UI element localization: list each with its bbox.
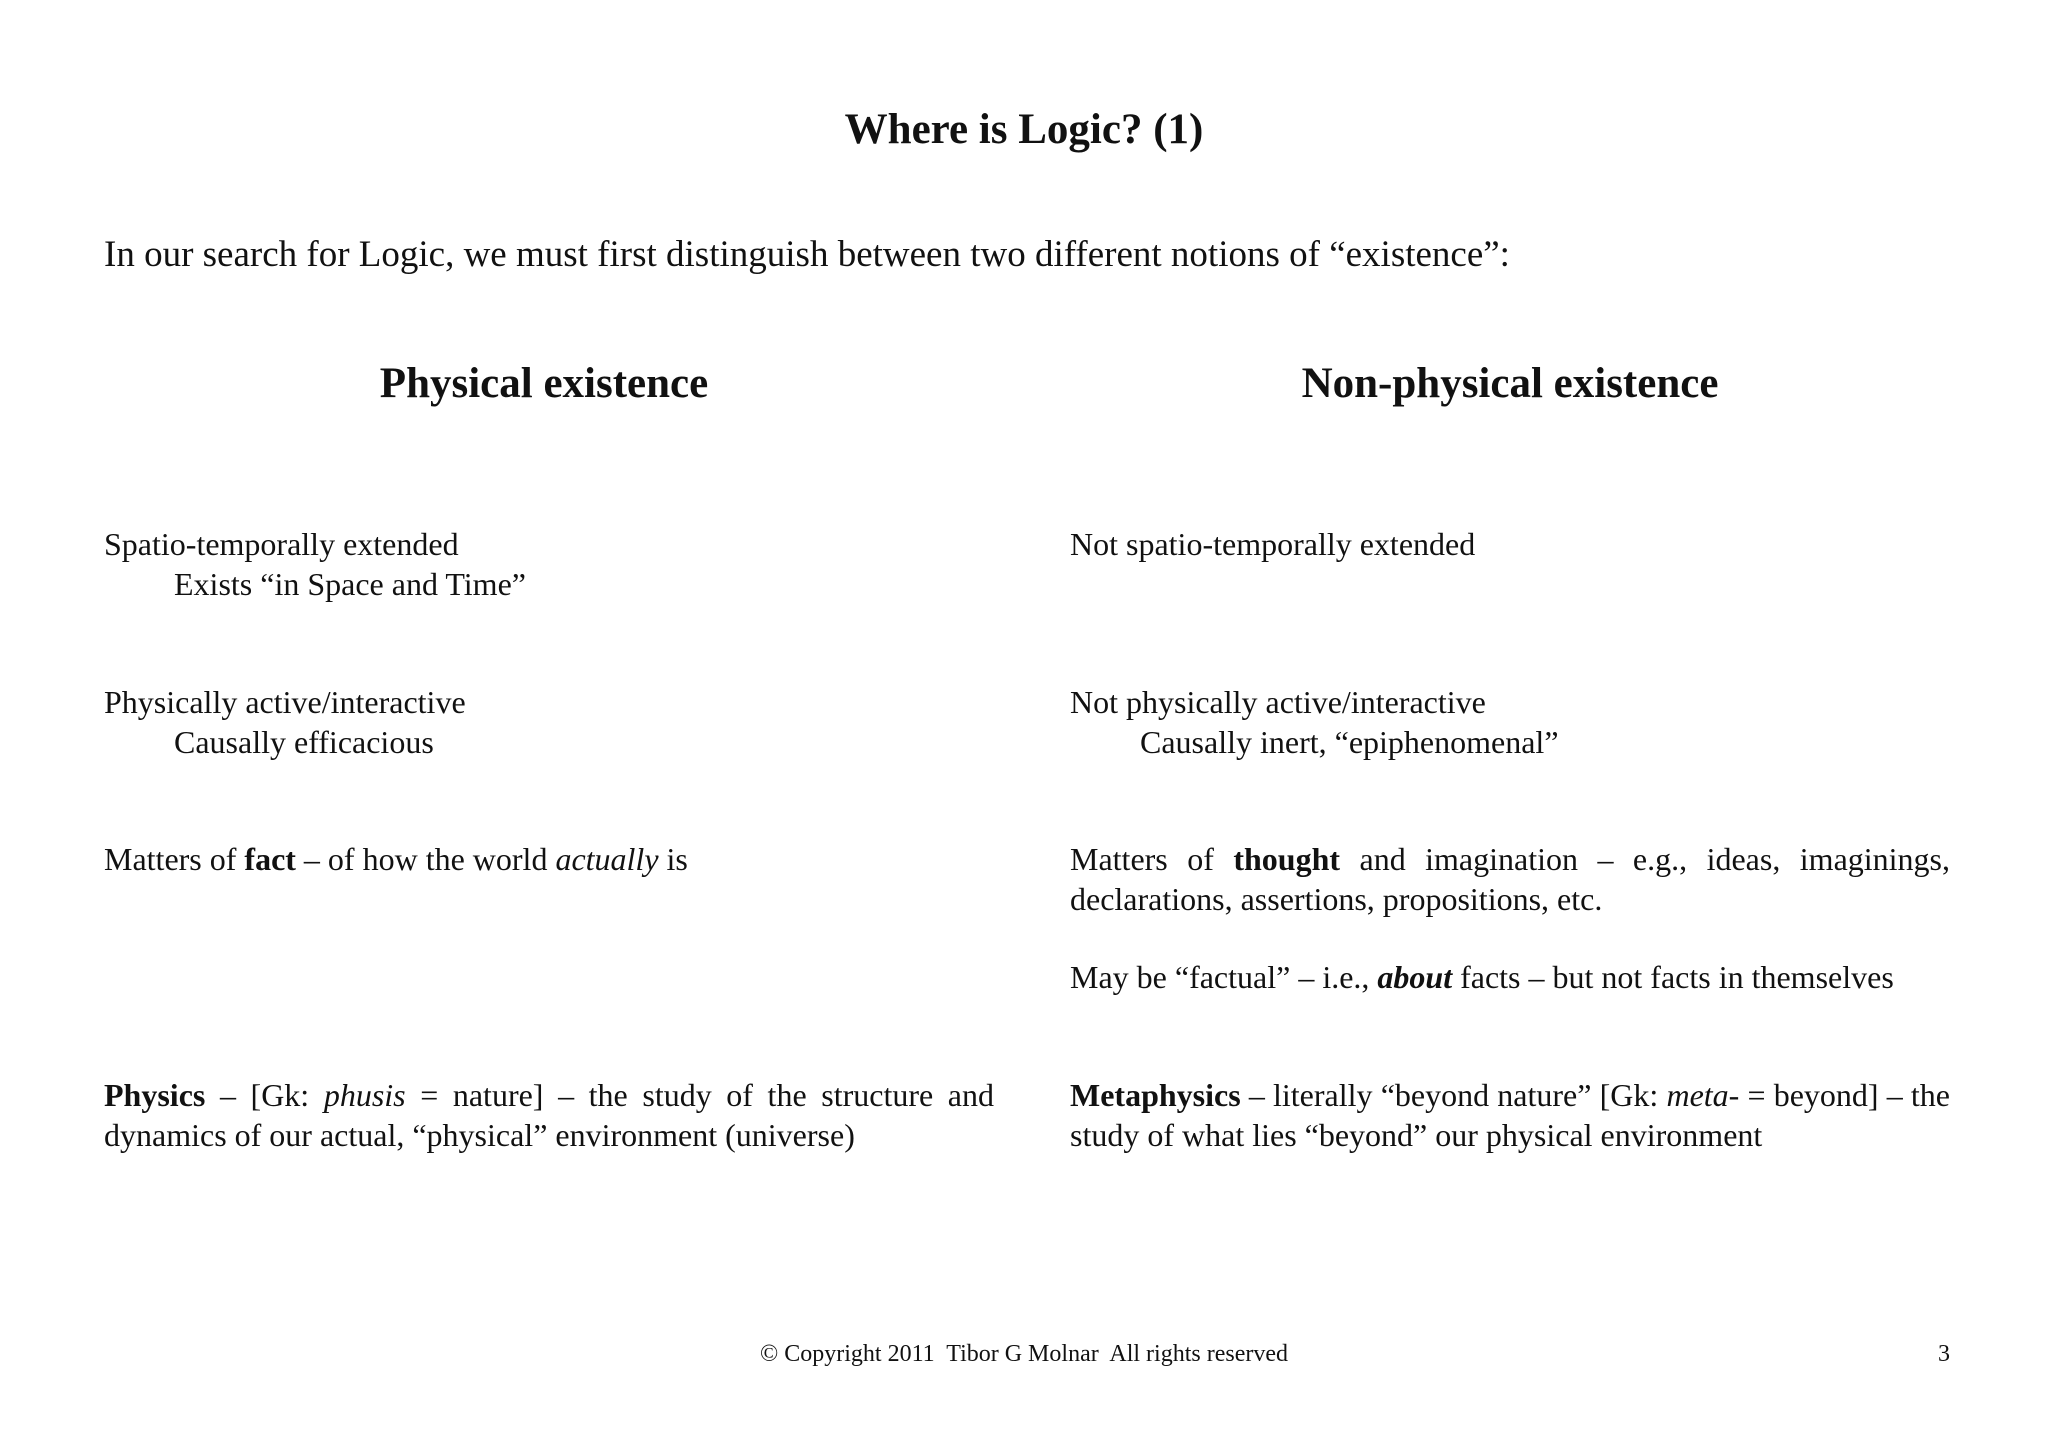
physical-spatio-temporal <box>104 525 994 604</box>
physical-interactive <box>104 683 994 762</box>
actually-emphasis: actually <box>555 841 659 877</box>
about-emphasis: about <box>1377 959 1453 995</box>
non-physical-interactive-sub: Causally inert, “epiphenomenal” <box>1140 723 1559 760</box>
heading-physical-existence: Physical existence <box>379 360 709 407</box>
phusis-term: phusis <box>323 1077 406 1113</box>
non-physical-interactive-main: Not physically active/interactive <box>1070 684 1486 720</box>
fact-emphasis: fact <box>244 841 296 877</box>
non-physical-interactive <box>1070 683 1950 762</box>
physical-interactive-main: Physically active/interactive <box>104 684 466 720</box>
non-physical-spatio-temporal <box>1070 525 1950 565</box>
thought-emphasis: thought <box>1233 841 1341 877</box>
physical-interactive-sub: Causally efficacious <box>174 723 434 760</box>
physical-spatio-temporal-main: Spatio-temporally extended <box>104 526 459 562</box>
non-physical-spatio-temporal-main: Not spatio-temporally extended <box>1070 526 1476 562</box>
metaphysics-term: Metaphysics <box>1070 1077 1241 1113</box>
physical-matters-of-fact: Matters of fact – of how the world actually is <box>104 841 688 877</box>
page-title: Where is Logic? (1) <box>844 106 1204 153</box>
page-number: 3 <box>1938 1341 1950 1367</box>
heading-non-physical-existence: Non-physical existence <box>1301 360 1719 407</box>
meta-term: meta- <box>1666 1077 1740 1113</box>
physics-definition: Physics – [Gk: phusis = nature] – the study of the structure and dynamics of our actual, “physical” environment (universe) <box>104 1077 995 1153</box>
physical-spatio-temporal-sub: Exists “in Space and Time” <box>174 565 526 602</box>
non-physical-matters-of-thought: Matters of thought and imagination – e.g., ideas, imaginings, declarations, assertions, propositions, etc. <box>1070 841 1951 917</box>
physics-term: Physics <box>104 1077 206 1113</box>
intro-text: In our search for Logic, we must first distinguish between two different notions of “existence”: <box>104 234 1510 275</box>
copyright-footer: © Copyright 2011 Tibor G Molnar All rights reserved <box>760 1341 1288 1367</box>
non-physical-factual-note: May be “factual” – i.e., about facts – but not facts in themselves <box>1070 959 1894 995</box>
metaphysics-definition: Metaphysics – literally “beyond nature” [Gk: meta- = beyond] – the study of what lies “beyond” our physical environment <box>1070 1077 1951 1153</box>
